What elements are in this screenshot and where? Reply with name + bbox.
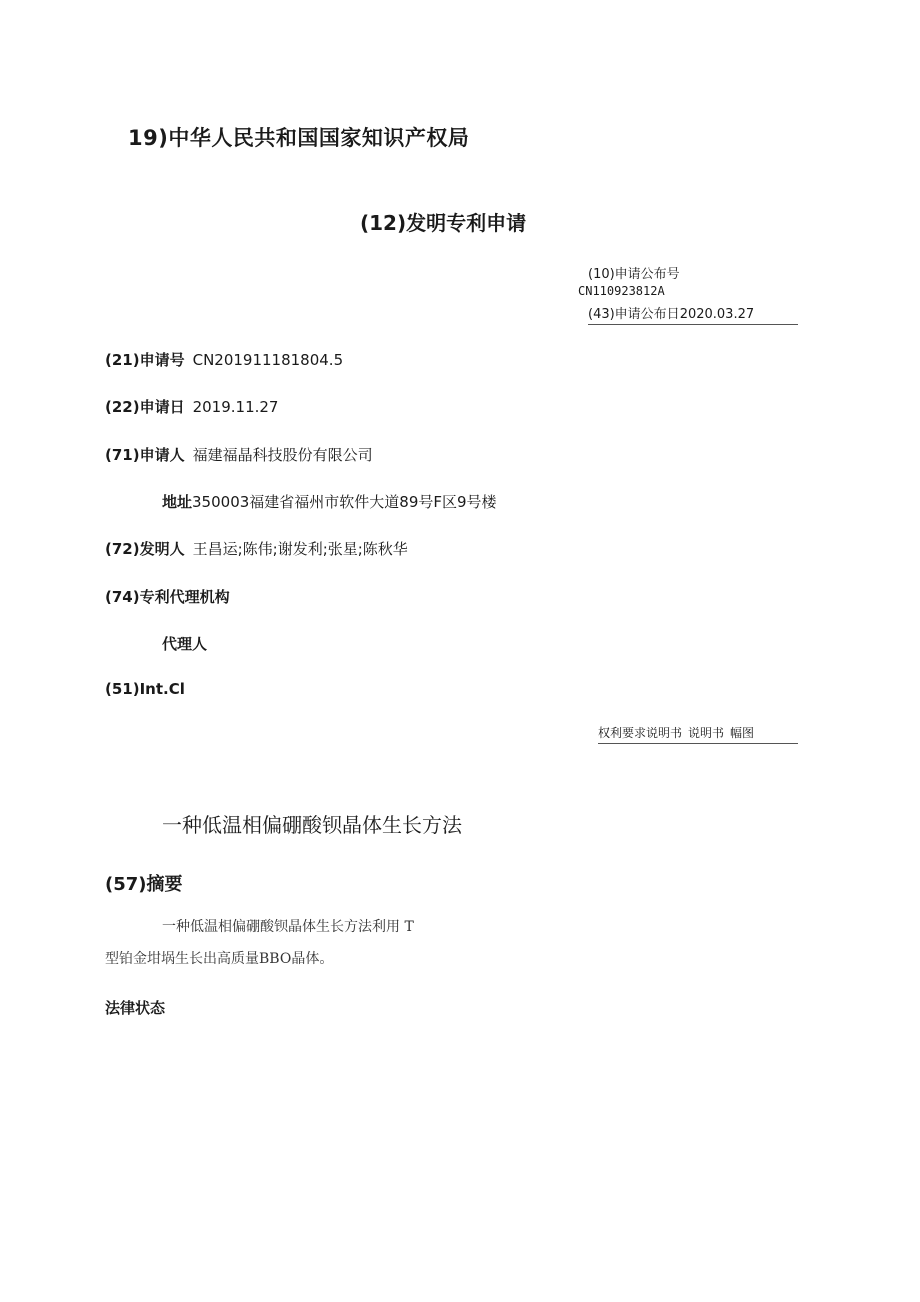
application-number-row xyxy=(105,349,343,370)
applicant-label: (71)申请人 xyxy=(105,446,185,464)
publication-number-value: CN110923812A xyxy=(578,284,665,298)
inventors-row xyxy=(105,538,408,559)
abstract-heading: (57)摘要 xyxy=(105,874,183,895)
abstract-line-1: 一种低温相偏硼酸钡晶体生长方法利用 T xyxy=(162,919,414,935)
abstract-line-2: 型铂金坩埚生长出高质量BBO晶体。 xyxy=(105,951,334,967)
agent-row xyxy=(162,633,207,654)
legal-status-heading: 法律状态 xyxy=(105,999,166,1017)
publication-date xyxy=(588,303,798,325)
claims-link[interactable]: 权利要求说明书 xyxy=(598,726,683,740)
application-date-label: (22)申请日 xyxy=(105,398,185,416)
int-cl-label: (51)Int.Cl xyxy=(105,680,185,698)
issuing-office: 19)中华人民共和国国家知识产权局 xyxy=(128,126,470,150)
applicant-row xyxy=(105,444,373,465)
application-number-label: (21)申请号 xyxy=(105,351,185,369)
agent-label: 代理人 xyxy=(162,635,208,653)
document-links xyxy=(598,724,798,744)
address-row xyxy=(162,491,497,512)
publication-date-value: 2020.03.27 xyxy=(679,307,755,322)
publication-date-label: (43)申请公布日 xyxy=(588,307,680,322)
application-date-value: 2019.11.27 xyxy=(192,398,279,416)
applicant-value: 福建福晶科技股份有限公司 xyxy=(192,446,373,464)
inventors-label: (72)发明人 xyxy=(105,540,185,558)
int-cl-row xyxy=(105,680,193,698)
publication-number-label: (10)申请公布号 xyxy=(588,267,680,282)
address-value: 350003福建省福州市软件大道89号F区9号楼 xyxy=(192,493,497,511)
application-number-value: CN201911181804.5 xyxy=(192,351,344,369)
description-link[interactable]: 说明书 xyxy=(688,726,725,740)
address-label: 地址 xyxy=(162,493,193,511)
document-type: (12)发明专利申请 xyxy=(360,211,527,235)
patent-agency-row xyxy=(105,586,238,607)
patent-agency-label: (74)专利代理机构 xyxy=(105,588,230,606)
inventors-value: 王昌运;陈伟;谢发利;张星;陈秋华 xyxy=(192,540,408,558)
drawings-link[interactable]: 幅图 xyxy=(730,726,755,740)
invention-title: 一种低温相偏硼酸钡晶体生长方法 xyxy=(162,813,462,837)
application-date-row xyxy=(105,396,278,417)
